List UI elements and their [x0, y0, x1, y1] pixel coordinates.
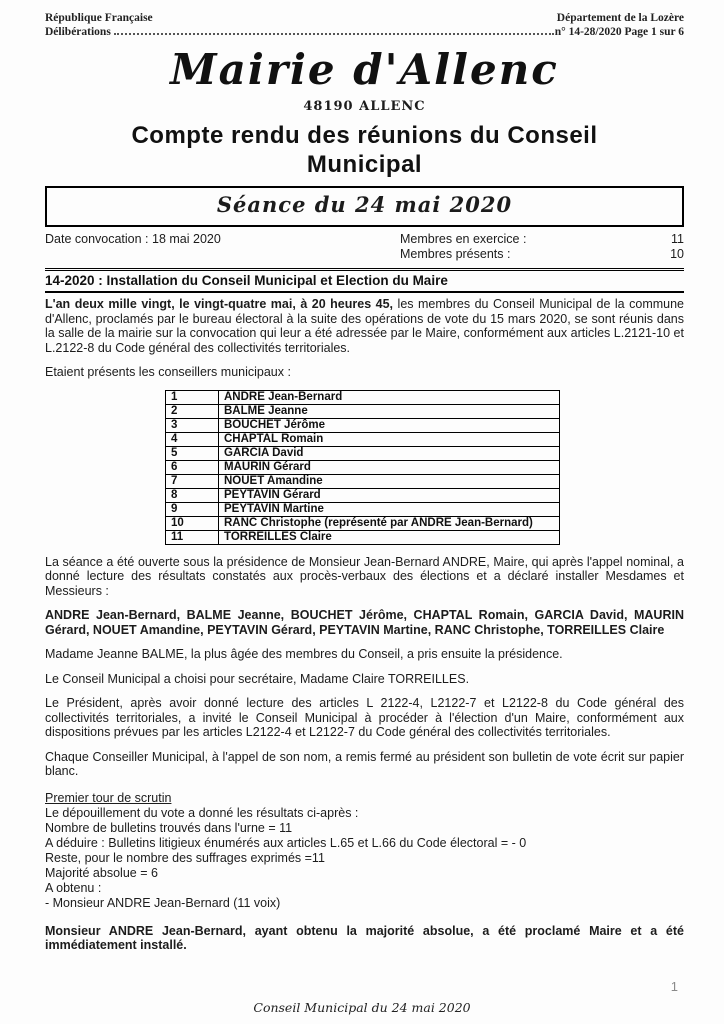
paragraph-opening: [45, 297, 684, 355]
scrutin-line: A déduire : Bulletins litigieux énumérés aux articles L.65 et L.66 du Code électoral = - 0: [45, 835, 527, 850]
paragraph-secretaire: Le Conseil Municipal a choisi pour secrétaire, Madame Claire TORREILLES.: [45, 671, 470, 686]
councillor-row: [166, 530, 560, 544]
scrutin-line: Nombre de bulletins trouvés dans l'urne = 11: [45, 820, 293, 835]
councillor-row: [166, 446, 560, 460]
councillor-number: 2: [166, 404, 219, 418]
section-heading-rule: [45, 268, 684, 293]
councillor-name: TORREILLES Claire: [219, 530, 560, 544]
header-row-1: [45, 12, 684, 24]
paragraph-presents-intro: Etaient présents les conseillers municipaux :: [45, 365, 291, 380]
seance-box: [45, 186, 684, 227]
convocation-date: Date convocation : 18 mai 2020: [45, 232, 221, 247]
councillor-row: [166, 418, 560, 432]
councillor-row: [166, 390, 560, 404]
paragraph-installed-names: ANDRE Jean-Bernard, BALME Jeanne, BOUCHET Jérôme, CHAPTAL Romain, GARCIA David, MAURIN Gérard, NOUET Amandine, PEYTAVIN Gérard, PEYTAVIN Martine, RANC Christophe, TORREILLES Claire: [45, 608, 684, 637]
mairie-script-title: Mairie d'Allenc: [170, 45, 559, 94]
councillor-number: 3: [166, 418, 219, 432]
councillor-name: NOUET Amandine: [219, 474, 560, 488]
page-header: [45, 12, 684, 38]
conclusion-paragraph: Monsieur ANDRE Jean-Bernard, ayant obtenu la majorité absolue, a été proclamé Maire et a été immédiatement installé.: [45, 923, 684, 953]
membres-presents-row: [400, 247, 684, 262]
header-row-2: [45, 26, 684, 38]
mairie-address: 48190 ALLENC: [303, 99, 426, 115]
scrutin-heading: Premier tour de scrutin: [45, 790, 172, 805]
document-reference: n° 14-28/2020 Page 1 sur 6: [554, 26, 684, 38]
scrutin-line: Majorité absolue = 6: [45, 865, 158, 880]
paragraph-seance-ouverte: La séance a été ouverte sous la présidence de Monsieur Jean-Bernard ANDRE, Maire, qui après l'appel nominal, a donné lecture des résultats constatés aux procès-verbaux des élections et a déclaré installer Mesdames et Messieurs :: [45, 554, 684, 598]
councillor-name: MAURIN Gérard: [219, 460, 560, 474]
paragraph-bulletin-vote: Chaque Conseiller Municipal, à l'appel de son nom, a remis fermé au président son bulletin de vote écrit sur papier blanc.: [45, 749, 684, 779]
councillors-table: [165, 390, 560, 545]
membres-block: [400, 232, 684, 262]
councillor-number: 5: [166, 446, 219, 460]
membres-presents-label: Membres présents :: [400, 247, 511, 262]
councillor-number: 8: [166, 488, 219, 502]
councillor-number: 1: [166, 390, 219, 404]
scrutin-line: Reste, pour le nombre des suffrages exprimés =11: [45, 850, 325, 865]
membres-exercice-label: Membres en exercice :: [400, 232, 527, 247]
councillor-number: 11: [166, 530, 219, 544]
document-title: Compte rendu des réunions du Conseil Municipal: [131, 122, 598, 179]
councillor-row: [166, 474, 560, 488]
paragraph-balme-presidence: Madame Jeanne BALME, la plus âgée des membres du Conseil, a pris ensuite la présidence.: [45, 647, 563, 662]
councillor-name: BALME Jeanne: [219, 404, 560, 418]
councillor-row: [166, 432, 560, 446]
councillor-name: ANDRE Jean-Bernard: [219, 390, 560, 404]
dotted-leader: [114, 33, 554, 35]
councillor-name: PEYTAVIN Martine: [219, 502, 560, 516]
councillor-row: [166, 488, 560, 502]
opening-rest: les membres du Conseil Municipal de la commune d'Allenc, proclamés par le bureau électoral à la suite des opérations de vote du 15 mars 2020, se sont réunis dans la salle de la mairie sur la convocation qui leur a été adressée par le Maire, conformément aux articles L.2121-10 et L.2122-8 du Code général des collectivités territoriales.: [45, 297, 684, 355]
scrutin-line: A obtenu :: [45, 880, 102, 895]
councillor-row: [166, 404, 560, 418]
councillor-number: 10: [166, 516, 219, 530]
councillor-name: GARCIA David: [219, 446, 560, 460]
councillor-name: BOUCHET Jérôme: [219, 418, 560, 432]
footer-text: Conseil Municipal du 24 mai 2020: [253, 1000, 471, 1015]
departement-label: Département de la Lozère: [556, 12, 684, 24]
convocation-block: [45, 232, 684, 262]
councillor-row: [166, 516, 560, 530]
membres-presents-value: 10: [670, 247, 684, 262]
councillor-row: [166, 502, 560, 516]
section-heading: 14-2020 : Installation du Conseil Municipal et Election du Maire: [45, 273, 448, 289]
membres-exercice-row: [400, 232, 684, 247]
councillor-number: 7: [166, 474, 219, 488]
paragraph-president-lecture: Le Président, après avoir donné lecture des articles L 2122-4, L2122-7 et L2122-8 du Code général des collectivités territoriales, a invité le Conseil Municipal à procéder à l'élection d'un Maire, conformément aux dispositions prévues par les articles L2122-4 et L2122-7 du Code général des collectivités territoriales.: [45, 696, 684, 740]
scrutin-line: Le dépouillement du vote a donné les résultats ci-après :: [45, 805, 359, 820]
scrutin-block: [45, 791, 684, 911]
councillor-row: [166, 460, 560, 474]
councillor-number: 6: [166, 460, 219, 474]
page-number: 1: [670, 979, 678, 994]
seance-title: Séance du 24 mai 2020: [216, 192, 513, 218]
councillor-number: 4: [166, 432, 219, 446]
opening-bold-date: L'an deux mille vingt, le vingt-quatre mai, à 20 heures 45,: [45, 297, 394, 312]
scrutin-line: - Monsieur ANDRE Jean-Bernard (11 voix): [45, 895, 281, 910]
councillor-name: RANC Christophe (représenté par ANDRE Jean-Bernard): [219, 516, 560, 530]
deliberations-label: Délibérations: [45, 26, 111, 38]
membres-exercice-value: 11: [671, 232, 684, 247]
councillor-name: PEYTAVIN Gérard: [219, 488, 560, 502]
republique-label: République Française: [45, 12, 153, 24]
councillor-number: 9: [166, 502, 219, 516]
councillor-name: CHAPTAL Romain: [219, 432, 560, 446]
